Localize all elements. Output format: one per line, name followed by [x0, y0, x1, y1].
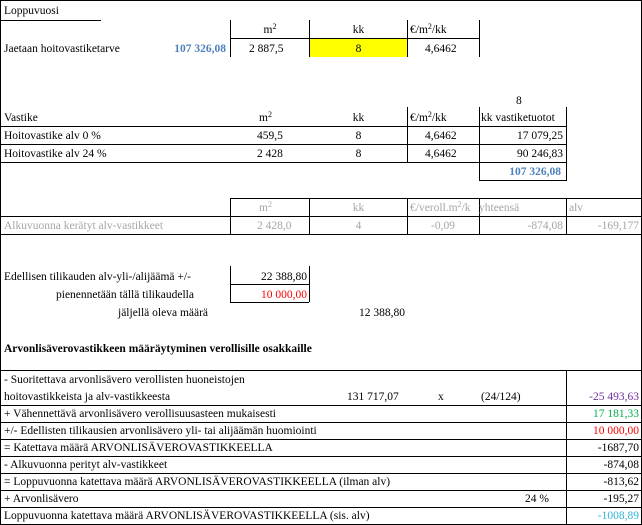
s3-alv[interactable]: -169,177: [597, 220, 639, 232]
s5-line1[interactable]: - Suoritettava arvonlisävero verollisten huoneistojen: [4, 374, 245, 386]
grid-line: [230, 198, 231, 234]
s1-m2[interactable]: 2 887,5: [249, 43, 284, 55]
grid-line: [1, 370, 641, 371]
grid-line: [230, 198, 641, 199]
s3-header-alv[interactable]: alv: [569, 202, 584, 214]
s5-line5[interactable]: = Katettava määrä ARVONLISÄVEROVASTIKKEELLA: [4, 442, 273, 454]
s1-header-eur-m2-kk[interactable]: $€/m^2/kk$: [410, 22, 447, 36]
s1-kk[interactable]: 8: [355, 43, 362, 55]
s1-header-kk[interactable]: kk: [352, 24, 365, 36]
grid-line: [1, 126, 567, 127]
s2-header-kk[interactable]: kk: [352, 112, 365, 124]
grid-line: [1, 439, 641, 440]
grid-line: [1, 473, 641, 474]
s3-eur[interactable]: -0,09: [431, 220, 455, 232]
s2-row0-m2[interactable]: 459,5: [257, 130, 283, 142]
s5-line5-value[interactable]: -1687,70: [597, 442, 639, 454]
s2-header-eur-m2-kk[interactable]: $€/m^2/kk$: [410, 110, 447, 124]
s3-header-total[interactable]: yhteensä: [479, 202, 520, 214]
s2-row0-label[interactable]: Hoitovastike alv 0 %: [4, 130, 101, 142]
s4-remaining-label[interactable]: jäljellä oleva määrä: [118, 307, 209, 319]
s5-line8-pct[interactable]: 24 %: [525, 493, 549, 505]
grid-line: [1, 456, 641, 457]
s1-total[interactable]: 107 326,08: [174, 43, 226, 55]
grid-line: [1, 405, 641, 406]
s4-prev-value[interactable]: 22 388,80: [261, 271, 307, 283]
s5-line3[interactable]: + Vähennettävä arvonlisävero verollisuusasteen mukaisesti: [4, 408, 276, 420]
s2-label[interactable]: Vastike: [4, 112, 38, 124]
s2-total[interactable]: 107 326,08: [509, 166, 561, 178]
s3-header-kk[interactable]: kk: [352, 202, 365, 214]
s5-line3-value[interactable]: 17 181,33: [593, 408, 639, 420]
s5-line2-x[interactable]: x: [438, 391, 444, 403]
s5-line8-value[interactable]: -195,27: [603, 493, 639, 505]
s2-row0-eur[interactable]: 4,6462: [425, 130, 457, 142]
s3-m2[interactable]: 2 428,0: [257, 220, 292, 232]
s1-header-m2[interactable]: $m^2$: [263, 22, 277, 36]
s3-row-label[interactable]: Alkuvuonna kerätyt alv-vastikkeet: [4, 220, 164, 232]
s2-row0-kk[interactable]: 8: [355, 130, 362, 142]
grid-line: [1, 144, 567, 145]
s2-row1-kk[interactable]: 8: [355, 148, 362, 160]
s4-remaining-value[interactable]: 12 388,80: [359, 307, 405, 319]
s5-line2-base[interactable]: 131 717,07: [347, 391, 399, 403]
grid-line: [1, 507, 641, 508]
grid-line: [1, 216, 641, 217]
grid-line: [407, 107, 408, 162]
sheet-title[interactable]: Loppuvuosi: [4, 5, 59, 17]
grid-line: [407, 198, 408, 234]
grid-line: [230, 302, 309, 303]
s5-line2-ratio[interactable]: (24/124): [481, 391, 521, 403]
grid-line: [1, 162, 567, 163]
s2-row1-label[interactable]: Hoitovastike alv 24 %: [4, 148, 107, 160]
s5-line7[interactable]: = Loppuvuonna katettava määrä ARVONLISÄVEROVASTIKKEELLA (ilman alv): [4, 476, 391, 488]
s3-header-m2[interactable]: $m^2$: [259, 200, 272, 214]
s2-header-m2[interactable]: $m^2$: [259, 110, 272, 124]
s3-header-eur[interactable]: $€/veroll.m^2/k$: [410, 200, 471, 214]
s5-line8[interactable]: + Arvonlisävero: [4, 493, 79, 505]
s4-reduce-label[interactable]: pienennetään tällä tilikaudella: [56, 289, 194, 301]
s3-kk[interactable]: 4: [355, 220, 362, 232]
s5-line6[interactable]: - Alkuvuonna perityt alv-vastikkeet: [4, 459, 168, 471]
s5-line4[interactable]: +/- Edellisten tilikausien arvonlisävero yli- tai alijäämän huomiointi: [4, 425, 317, 437]
s5-line7-value[interactable]: -813,62: [603, 476, 639, 488]
s5-line6-value[interactable]: -874,08: [603, 459, 639, 471]
s5-heading[interactable]: Arvonlisäverovastikkeen määräytyminen verollisille osakkaille: [4, 343, 312, 355]
s2-row1-m2[interactable]: 2 428: [257, 148, 283, 160]
s2-row1-income[interactable]: 90 246,83: [517, 148, 563, 160]
grid-line: [309, 266, 310, 302]
grid-line: [479, 180, 567, 181]
s2-header-income[interactable]: kk vastiketuotot: [481, 112, 555, 124]
grid-line: [230, 284, 309, 285]
grid-line: [1, 422, 641, 423]
title-underline: [1, 20, 101, 21]
s5-line2-value[interactable]: -25 493,63: [589, 391, 639, 403]
s5-line9[interactable]: Loppuvuonna katettava määrä ARVONLISÄVEROVASTIKKEELLA (sis. alv): [4, 510, 370, 522]
s4-reduce-value[interactable]: 10 000,00: [261, 289, 307, 301]
s2-row0-income[interactable]: 17 079,25: [517, 130, 563, 142]
grid-line: [1, 490, 641, 491]
s5-line2[interactable]: hoitovastikkeista ja alv-vastikkeesta: [4, 391, 171, 403]
s1-eur[interactable]: 4,6462: [425, 43, 457, 55]
s3-total[interactable]: -874,08: [527, 220, 563, 232]
s5-line9-value[interactable]: -1008,89: [597, 510, 639, 522]
s2-row1-eur[interactable]: 4,6462: [425, 148, 457, 160]
grid-line: [1, 234, 641, 235]
s4-prev-label[interactable]: Edellisen tilikauden alv-yli-/alijäämä +/-: [4, 271, 191, 283]
s2-month-number[interactable]: 8: [516, 95, 522, 107]
s1-row-label[interactable]: Jaetaan hoitovastiketarve: [4, 43, 120, 55]
s5-line4-value[interactable]: 10 000,00: [593, 425, 639, 437]
